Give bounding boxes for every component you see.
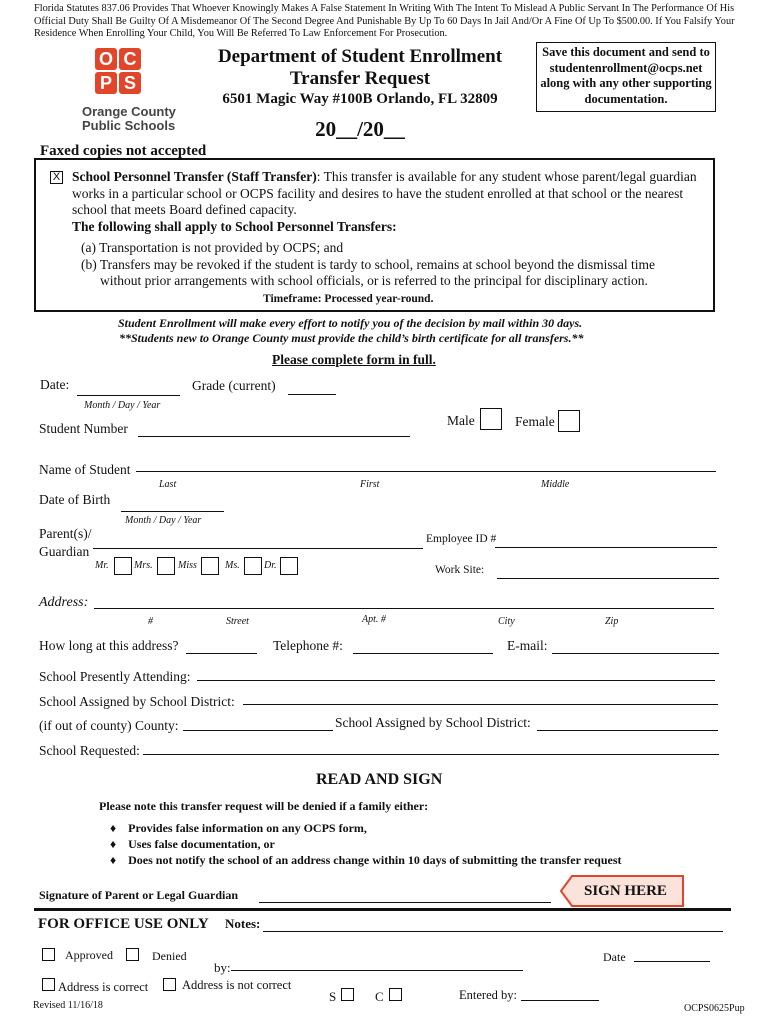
c-checkbox[interactable]: [389, 988, 402, 1001]
county-field[interactable]: [183, 730, 333, 731]
student-name-label: Name of Student: [39, 462, 131, 477]
form-title: Transfer Request: [289, 68, 431, 89]
presently-attending-field[interactable]: [197, 680, 715, 681]
male-label: Male: [447, 413, 475, 428]
revised-date: Revised 11/16/18: [33, 1000, 103, 1011]
office-date-label: Date: [603, 950, 626, 964]
school-requested-field[interactable]: [143, 754, 719, 755]
staff-transfer-checkbox[interactable]: X: [50, 171, 63, 184]
student-name-field[interactable]: [136, 471, 716, 472]
office-use-title: FOR OFFICE USE ONLY: [38, 916, 209, 932]
grade-field[interactable]: [288, 394, 336, 395]
notice-birth-cert: **Students new to Orange County must provide the child’s birth certificate for all transfers.**: [119, 331, 584, 345]
ms-checkbox[interactable]: [244, 557, 262, 575]
email-field[interactable]: [552, 653, 719, 654]
address-correct-checkbox[interactable]: [42, 978, 55, 991]
mrs-label: Mrs.: [134, 560, 153, 571]
signature-label: Signature of Parent or Legal Guardian: [39, 888, 239, 902]
denial-item-3: ♦ Does not notify the school of an address change within 10 days of submitting the transfer request: [110, 853, 622, 867]
dob-label: Date of Birth: [39, 492, 111, 507]
zip-hint: Zip: [605, 616, 619, 627]
logo-letter-p: P: [95, 72, 117, 94]
transfer-desc: : This transfer is available for any student whose parent/legal guardian works in a particular school or OCPS facility and desires to have the student enrolled at that school or the nearest school that meets Board defined capacity.: [72, 169, 697, 217]
sign-here-label: SIGN HERE: [584, 883, 667, 899]
assigned-school-label-2: School Assigned by School District:: [335, 715, 531, 730]
date-hint: Month / Day / Year: [84, 400, 161, 411]
rule-b1: (b) Transfers may be revoked if the student is tardy to school, remains at school beyond the dismissal time: [81, 257, 656, 272]
notes-field[interactable]: [263, 931, 723, 932]
approved-checkbox[interactable]: [42, 948, 55, 961]
address-label: Address:: [39, 595, 89, 610]
presently-attending-label: School Presently Attending:: [39, 669, 191, 684]
address-correct-label: Address is correct: [58, 980, 149, 994]
miss-label: Miss: [178, 560, 197, 571]
work-site-field[interactable]: [497, 578, 719, 579]
apt-hint: Apt. #: [362, 614, 386, 625]
dr-label: Dr.: [264, 560, 277, 571]
save-line1: Save this document and send to: [542, 45, 710, 59]
rules-title: The following shall apply to School Personnel Transfers:: [72, 219, 397, 234]
denied-note: Please note this transfer request will be denied if a family either:: [99, 799, 429, 813]
complete-form-instruction: Please complete form in full.: [272, 352, 436, 367]
address-field[interactable]: [94, 608, 714, 609]
denied-checkbox[interactable]: [126, 948, 139, 961]
transfer-title: School Personnel Transfer (Staff Transfer): [72, 169, 317, 184]
address-not-correct-checkbox[interactable]: [163, 978, 176, 991]
street-hint: Street: [226, 616, 249, 627]
assigned-school-field[interactable]: [243, 704, 718, 705]
by-field[interactable]: [231, 970, 523, 971]
female-label: Female: [515, 414, 555, 429]
dept-title: Department of Student Enrollment: [217, 46, 503, 67]
mr-checkbox[interactable]: [114, 557, 132, 575]
email-label: E-mail:: [507, 638, 548, 653]
how-long-field[interactable]: [186, 653, 257, 654]
ocps-logo: [95, 48, 143, 96]
female-checkbox[interactable]: [558, 410, 580, 432]
ms-label: Ms.: [225, 560, 240, 571]
student-number-label: Student Number: [39, 421, 128, 436]
c-label: C: [375, 989, 384, 1004]
form-address: 6501 Magic Way #100B Orlando, FL 32809: [222, 91, 498, 107]
notice-decision: Student Enrollment will make every effort to notify you of the decision by mail within 30 days.: [118, 316, 583, 330]
denial-item-2: ♦ Uses false documentation, or: [110, 837, 275, 851]
logo-letter-c: C: [119, 48, 141, 70]
logo-name-line2: Public Schools: [82, 118, 176, 133]
approved-label: Approved: [65, 948, 113, 962]
save-line4: documentation.: [584, 91, 668, 106]
bullet-icon: ♦: [110, 837, 117, 851]
parent-label-1: Parent(s)/: [39, 526, 92, 541]
notes-label: Notes:: [225, 916, 261, 931]
work-site-label: Work Site:: [435, 564, 485, 576]
dob-hint: Month / Day / Year: [125, 515, 202, 526]
bullet-icon: ♦: [110, 853, 117, 867]
save-line3: along with any other supporting: [540, 76, 712, 90]
entered-by-label: Entered by:: [459, 988, 517, 1002]
bullet-icon: ♦: [110, 821, 117, 835]
date-field[interactable]: [77, 395, 180, 396]
timeframe: Timeframe: Processed year-round.: [263, 293, 434, 305]
denied-label: Denied: [152, 949, 187, 963]
student-number-field[interactable]: [138, 436, 410, 437]
form-code: OCPS0625Pup: [684, 1003, 745, 1014]
entered-by-field[interactable]: [521, 1000, 599, 1001]
city-hint: City: [498, 616, 515, 627]
denial-item-1: ♦ Provides false information on any OCPS form,: [110, 821, 367, 835]
assigned-school-field-2[interactable]: [537, 730, 718, 731]
assigned-school-label: School Assigned by School District:: [39, 694, 235, 709]
first-hint: First: [360, 479, 380, 490]
parent-label-2: Guardian: [39, 544, 90, 559]
county-label: (if out of county) County:: [39, 718, 179, 733]
dr-checkbox[interactable]: [280, 557, 298, 575]
logo-name-line1: Orange County: [82, 104, 176, 119]
employee-id-label: Employee ID #: [426, 533, 497, 545]
signature-field[interactable]: [259, 902, 551, 903]
save-line2: studentenrollment@ocps.net: [549, 60, 703, 75]
by-label: by:: [214, 960, 231, 975]
school-requested-label: School Requested:: [39, 743, 140, 758]
read-sign-title: READ AND SIGN: [316, 771, 443, 788]
how-long-label: How long at this address?: [39, 638, 179, 653]
employee-id-field[interactable]: [495, 547, 717, 548]
mrs-checkbox[interactable]: [157, 557, 175, 575]
middle-hint: Middle: [541, 479, 570, 490]
transfer-description: [72, 169, 712, 219]
logo-letter-o: O: [95, 48, 117, 70]
last-hint: Last: [159, 479, 177, 490]
male-checkbox[interactable]: [480, 408, 502, 430]
logo-letter-s: S: [119, 72, 141, 94]
telephone-field[interactable]: [353, 653, 493, 654]
grade-label: Grade (current): [192, 378, 276, 393]
rule-b2: without prior arrangements with school officials, or is referred to the principal for disciplinary action.: [100, 273, 648, 288]
parent-name-field[interactable]: [93, 548, 423, 549]
year-field[interactable]: 20__/20__: [315, 117, 405, 141]
s-checkbox[interactable]: [341, 988, 354, 1001]
dob-field[interactable]: [121, 511, 224, 512]
rule-a: (a) Transportation is not provided by OCPS; and: [81, 240, 344, 255]
address-not-correct-label: Address is not correct: [182, 978, 292, 992]
miss-checkbox[interactable]: [201, 557, 219, 575]
date-label: Date:: [40, 377, 70, 392]
office-divider: [34, 908, 731, 911]
office-date-field[interactable]: [634, 961, 710, 962]
mr-label: Mr.: [95, 560, 109, 571]
number-hint: #: [148, 616, 153, 627]
statute-text: Florida Statutes 837.06 Provides That Whoever Knowingly Makes A False Statement In Writing With The Intent To Mislead A Public Servant In The Performance Of His Official Duty Shall Be Guilty Of A Misdemeanor Of The Second Degree And Punishable By Up To 60 Days In Jail And/Or A Fine Of Up To $500.00. If You Falsify Your Residence When Enrolling Your Child, You Will Be Referred To Law Enforcement For Prosecution.: [34, 3, 735, 39]
s-label: S: [329, 989, 337, 1004]
telephone-label: Telephone #:: [273, 638, 343, 653]
save-instructions-box: [536, 42, 716, 112]
faxed-notice: Faxed copies not accepted: [40, 143, 207, 159]
